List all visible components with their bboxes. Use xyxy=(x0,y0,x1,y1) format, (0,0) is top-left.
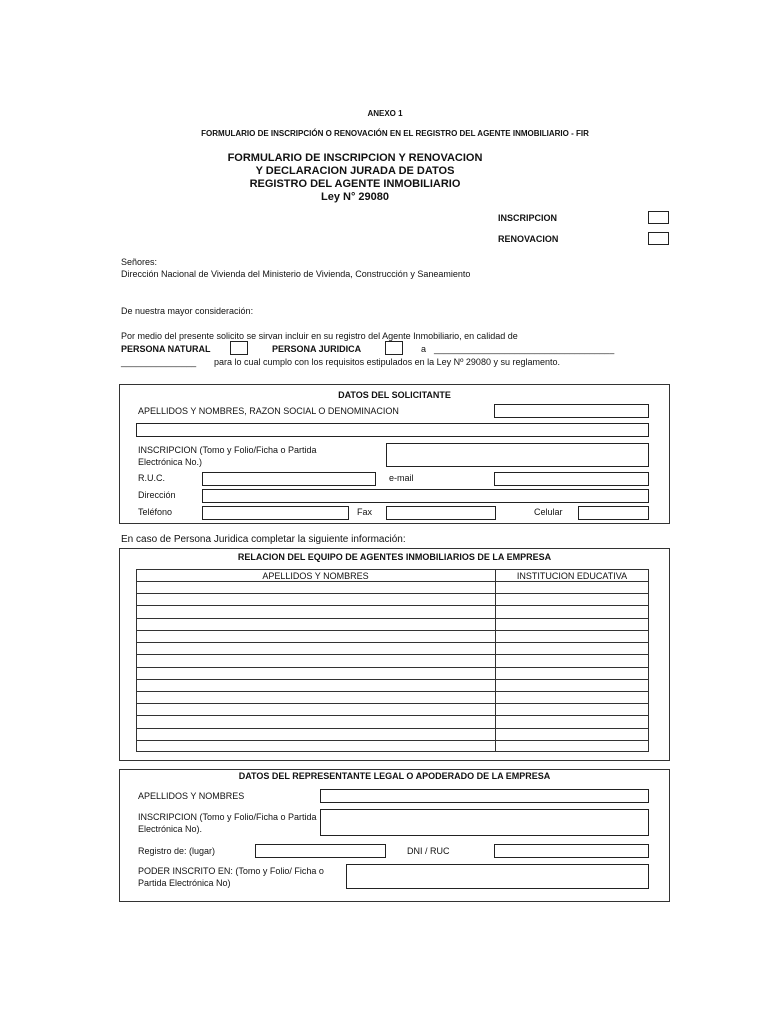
poder-field[interactable] xyxy=(346,864,649,889)
renovacion-checkbox[interactable] xyxy=(648,232,669,245)
a-label: a xyxy=(421,344,427,354)
persona-juridica-label: PERSONA JURIDICA xyxy=(272,344,362,354)
table-row[interactable] xyxy=(136,715,649,716)
calidad-blank-line[interactable]: ____________________________________ xyxy=(434,344,615,354)
table-row[interactable] xyxy=(136,703,649,704)
table-row[interactable] xyxy=(136,728,649,729)
representante-title: DATOS DEL REPRESENTANTE LEGAL O APODERADO DE LA EMPRESA xyxy=(238,771,551,781)
table-row[interactable] xyxy=(136,679,649,680)
consideration: De nuestra mayor consideración: xyxy=(121,306,254,316)
persona-natural-checkbox[interactable] xyxy=(230,341,248,355)
equipo-col-institution: INSTITUCION EDUCATIVA xyxy=(516,571,628,581)
registro-label: Registro de: (lugar) xyxy=(138,846,216,856)
solicitante-inscripcion-label: INSCRIPCION (Tomo y Folio/Ficha o Partida Electrónica No.) xyxy=(138,445,317,467)
juridica-note: En caso de Persona Juridica completar la siguiente información: xyxy=(121,534,406,545)
celular-field[interactable] xyxy=(578,506,649,520)
persona-juridica-checkbox[interactable] xyxy=(385,341,403,355)
ruc-label: R.U.C. xyxy=(138,473,165,483)
direccion-field[interactable] xyxy=(202,489,649,503)
email-label: e-mail xyxy=(389,473,414,483)
dni-label: DNI / RUC xyxy=(407,846,450,856)
table-row[interactable] xyxy=(136,654,649,655)
solicitante-name-field[interactable] xyxy=(494,404,649,418)
poder-label: PODER INSCRITO EN: (Tomo y Folio/ Ficha o Partida Electrónica No) xyxy=(138,866,324,888)
form-title-line: REGISTRO DEL AGENTE INMOBILIARIO xyxy=(249,178,461,190)
calidad-blank-line-2[interactable]: _______________ xyxy=(121,357,197,367)
solicitante-name-label: APELLIDOS Y NOMBRES, RAZON SOCIAL O DENOMINACION xyxy=(138,406,399,416)
table-row[interactable] xyxy=(136,605,649,606)
solicitante-inscripcion-field[interactable] xyxy=(386,443,649,467)
fax-field[interactable] xyxy=(386,506,496,520)
representante-inscripcion-field[interactable] xyxy=(320,809,649,836)
inscripcion-label: INSCRIPCION xyxy=(498,213,558,223)
dni-field[interactable] xyxy=(494,844,649,858)
celular-label: Celular xyxy=(534,507,563,517)
table-row[interactable] xyxy=(136,691,649,692)
table-row[interactable] xyxy=(136,642,649,643)
representante-name-label: APELLIDOS Y NOMBRES xyxy=(138,791,245,801)
form-title-line: Y DECLARACION JURADA DE DATOS xyxy=(255,165,455,177)
representante-name-field[interactable] xyxy=(320,789,649,803)
email-field[interactable] xyxy=(494,472,649,486)
closing-text: para lo cual cumplo con los requisitos estipulados en la Ley Nº 29080 y su reglamento. xyxy=(214,357,560,367)
solicitante-title: DATOS DEL SOLICITANTE xyxy=(338,390,451,400)
telefono-label: Teléfono xyxy=(138,507,173,517)
direccion-label: Dirección xyxy=(138,490,176,500)
solicitante-name-field-full[interactable] xyxy=(136,423,649,437)
fax-label: Fax xyxy=(357,507,373,517)
equipo-col-names: APELLIDOS Y NOMBRES xyxy=(262,571,369,581)
equipo-column-divider xyxy=(495,569,496,752)
request-text: Por medio del presente solicito se sirvan incluir en su registro del Agente Inmobiliario, en calidad de xyxy=(121,331,518,341)
form-title xyxy=(195,152,515,204)
table-row[interactable] xyxy=(136,667,649,668)
table-row[interactable] xyxy=(136,630,649,631)
table-row[interactable] xyxy=(136,593,649,594)
telefono-field[interactable] xyxy=(202,506,349,520)
registro-field[interactable] xyxy=(255,844,386,858)
table-row[interactable] xyxy=(136,618,649,619)
form-subtitle: FORMULARIO DE INSCRIPCIÓN O RENOVACIÓN EN EL REGISTRO DEL AGENTE INMOBILIARIO - FIR xyxy=(201,129,589,138)
recipient: Dirección Nacional de Vivienda del Ministerio de Vivienda, Construcción y Saneamiento xyxy=(121,269,471,279)
representante-inscripcion-label: INSCRIPCION (Tomo y Folio/Ficha o Partida Electrónica No). xyxy=(138,812,317,834)
inscripcion-checkbox[interactable] xyxy=(648,211,669,224)
persona-natural-label: PERSONA NATURAL xyxy=(121,344,211,354)
salutation: Señores: xyxy=(121,257,158,267)
equipo-table xyxy=(136,569,649,752)
equipo-title: RELACION DEL EQUIPO DE AGENTES INMOBILIARIOS DE LA EMPRESA xyxy=(237,552,552,562)
annex-label: ANEXO 1 xyxy=(367,109,403,118)
form-title-line: Ley N° 29080 xyxy=(321,191,389,203)
form-title-line: FORMULARIO DE INSCRIPCION Y RENOVACION xyxy=(227,152,483,164)
ruc-field[interactable] xyxy=(202,472,376,486)
table-row[interactable] xyxy=(136,581,649,582)
table-row[interactable] xyxy=(136,740,649,741)
renovacion-label: RENOVACION xyxy=(498,234,559,244)
